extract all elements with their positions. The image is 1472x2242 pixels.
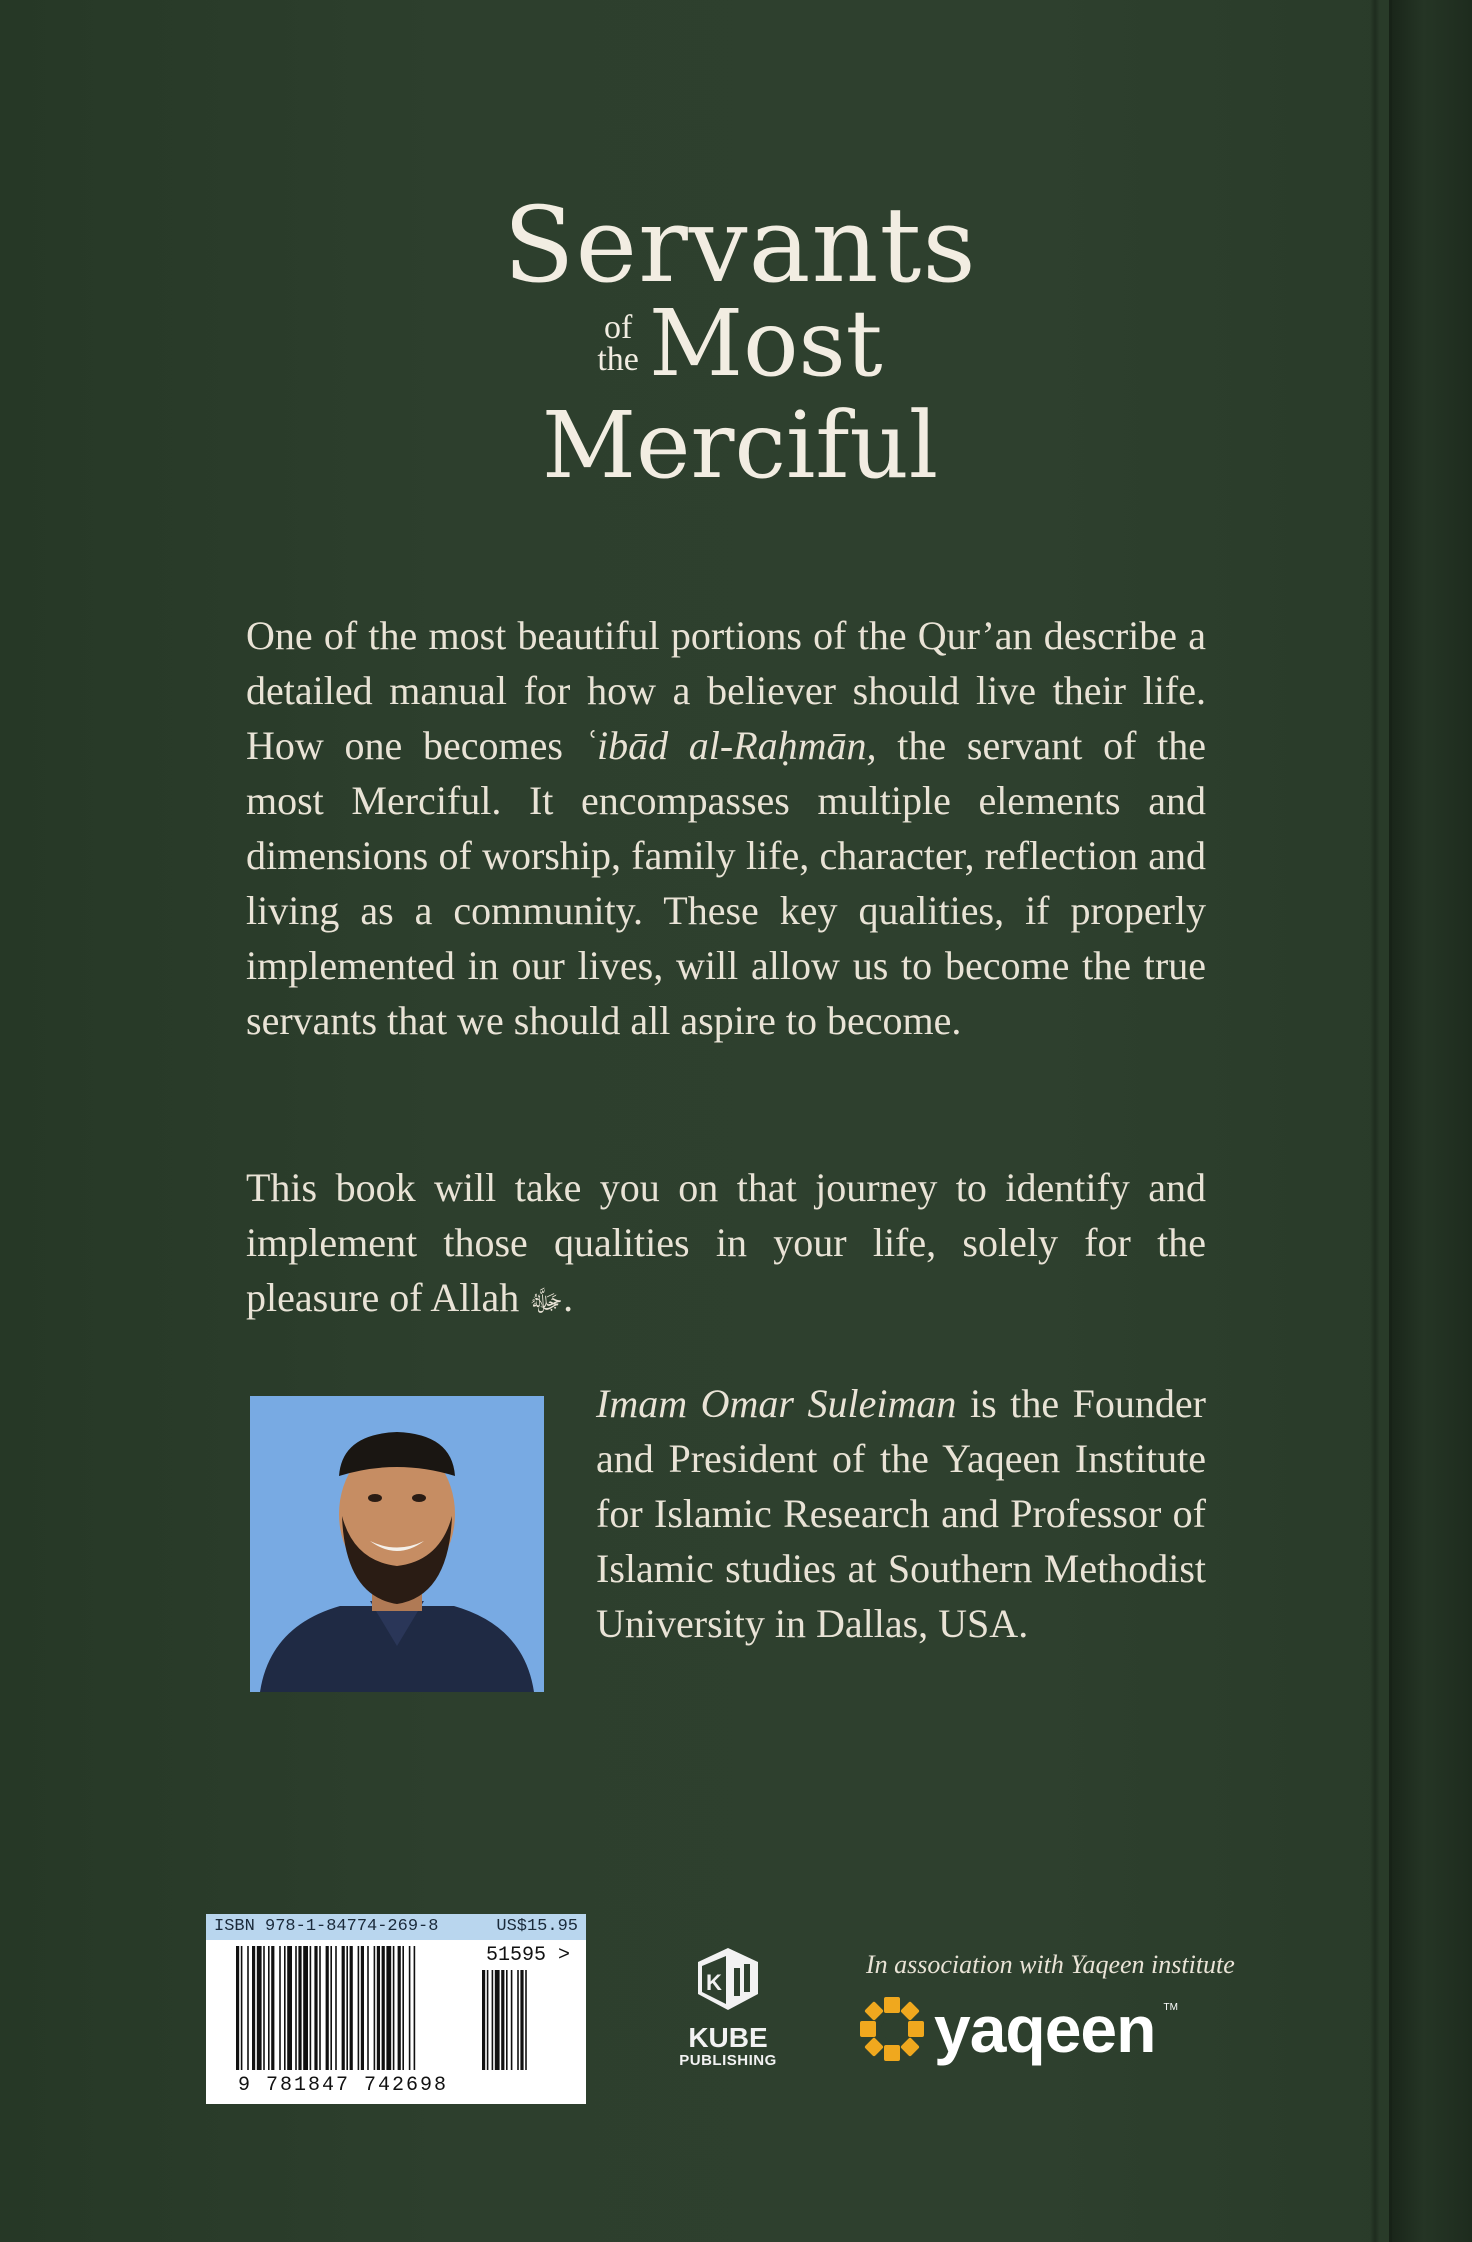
barcode-bar <box>377 1946 380 2070</box>
author-photo <box>250 1396 544 1692</box>
barcode-bar <box>303 1946 308 2070</box>
association-text: In association with Yaqeen institute <box>866 1950 1235 1979</box>
title-the: the <box>597 341 639 378</box>
barcode-bar <box>342 1946 345 2070</box>
barcode-bar <box>414 1946 416 2070</box>
barcode-bars <box>206 1940 586 2104</box>
kube-sub: PUBLISHING <box>679 2052 777 2069</box>
barcode-bar <box>367 1946 369 2070</box>
barcode-bar <box>374 1946 376 2070</box>
barcode-bar <box>247 1946 249 2070</box>
yaqeen-wordmark: yaqeen <box>934 1992 1156 2066</box>
barcode-addon-bar <box>482 1970 485 2070</box>
barcode-bar <box>241 1946 243 2070</box>
barcode-bar <box>279 1946 281 2070</box>
isbn-barcode <box>206 1914 586 2104</box>
isbn-price: US$15.95 <box>496 1917 578 1936</box>
barcode-bar <box>330 1946 332 2070</box>
barcode-bar <box>358 1946 360 2070</box>
barcode-bar <box>346 1946 348 2070</box>
barcode-bar <box>298 1946 301 2070</box>
barcode-addon-bar <box>492 1970 494 2070</box>
title-servants: Servants <box>503 184 977 306</box>
honorific-glyph: ﷻ <box>529 1285 564 1318</box>
barcode-addon-bar <box>520 1970 523 2070</box>
trademark-mark: TM <box>1163 2002 1178 2013</box>
barcode-bar <box>382 1946 385 2070</box>
author-name: Imam Omar Suleiman <box>596 1381 957 1426</box>
kube-logo-icon <box>688 1944 768 2014</box>
barcode-bar <box>284 1946 286 2070</box>
barcode-bar <box>263 1946 265 2070</box>
barcode-bar <box>271 1946 274 2070</box>
title-of: of <box>603 309 633 346</box>
barcode-bar <box>319 1946 321 2070</box>
barcode-bar <box>310 1946 312 2070</box>
barcode-bar <box>393 1946 395 2070</box>
barcode-addon-bar <box>511 1970 513 2070</box>
title-most: Most <box>648 290 883 397</box>
barcode-addon-bar <box>487 1970 489 2070</box>
barcode-digits: 9 781847 742698 <box>238 2074 449 2097</box>
barcode-bar <box>314 1946 317 2070</box>
barcode-bar <box>335 1946 337 2070</box>
blurb-p2-text-b: . <box>563 1275 574 1320</box>
blurb-p1-text-a: One of the most beautiful portions of the Qur’an describe a detailed manual for how a believer should live their life. How one becomes <box>246 613 1206 768</box>
yaqeen-star-icon <box>858 1995 926 2063</box>
barcode-addon-bar <box>525 1970 527 2070</box>
kube-name: KUBE <box>688 2022 768 2053</box>
kube-publishing-logo <box>672 1944 784 2069</box>
barcode-bar <box>257 1946 262 2070</box>
barcode-bar <box>386 1946 391 2070</box>
blurb-paragraph-1 <box>246 608 1206 1048</box>
barcode-bar <box>398 1946 401 2070</box>
svg-text:K: K <box>706 1970 722 1995</box>
book-title <box>500 184 980 499</box>
yaqeen-logo <box>858 1994 1178 2064</box>
barcode-bar <box>236 1946 239 2070</box>
barcode-bar <box>409 1946 411 2070</box>
barcode-addon-bar <box>501 1970 504 2070</box>
barcode-addon: 51595 > <box>486 1944 571 1967</box>
barcode-addon-bar <box>517 1970 519 2070</box>
isbn-number: ISBN 978-1-84774-269-8 <box>214 1917 439 1936</box>
barcode-bar <box>326 1946 329 2070</box>
author-bio-text: is the Founder and President of the Yaqeen Institute for Islamic Research and Professor of Islamic studies at Southern Methodist University in Dallas, USA. <box>596 1381 1206 1646</box>
blurb-p2-text-a: This book will take you on that journey to identify and implement those qualities in your life, solely for the pleasure of Allah <box>246 1165 1206 1320</box>
barcode-addon-bar <box>495 1970 500 2070</box>
cover-hinge <box>1370 0 1380 2242</box>
barcode-bar <box>295 1946 297 2070</box>
blurb-paragraph-2 <box>246 1160 1206 1329</box>
barcode-addon-bar <box>506 1970 508 2070</box>
spine-edge <box>1389 0 1472 2242</box>
isbn-strip <box>206 1914 586 1940</box>
title-of-the-stack <box>597 309 639 378</box>
title-merciful: Merciful <box>541 392 939 499</box>
blurb-p1-italic: ʿibād al-Raḥmān, <box>583 723 877 768</box>
barcode-bar <box>287 1946 292 2070</box>
barcode-bar <box>361 1946 364 2070</box>
barcode-bar <box>350 1946 353 2070</box>
barcode-bar <box>268 1946 270 2070</box>
author-bio <box>596 1376 1206 1651</box>
barcode-bar <box>402 1946 404 2070</box>
blurb-p1-text-b: the servant of the most Merciful. It encompasses multiple elements and dimensions of worship, family life, character, reflection and living as a community. These key qualities, if properly implemented in our lives, will allow us to become the true servants that we should all aspire to become. <box>246 723 1207 1043</box>
barcode-bar <box>252 1946 255 2070</box>
title-of-the-most <box>500 290 980 397</box>
